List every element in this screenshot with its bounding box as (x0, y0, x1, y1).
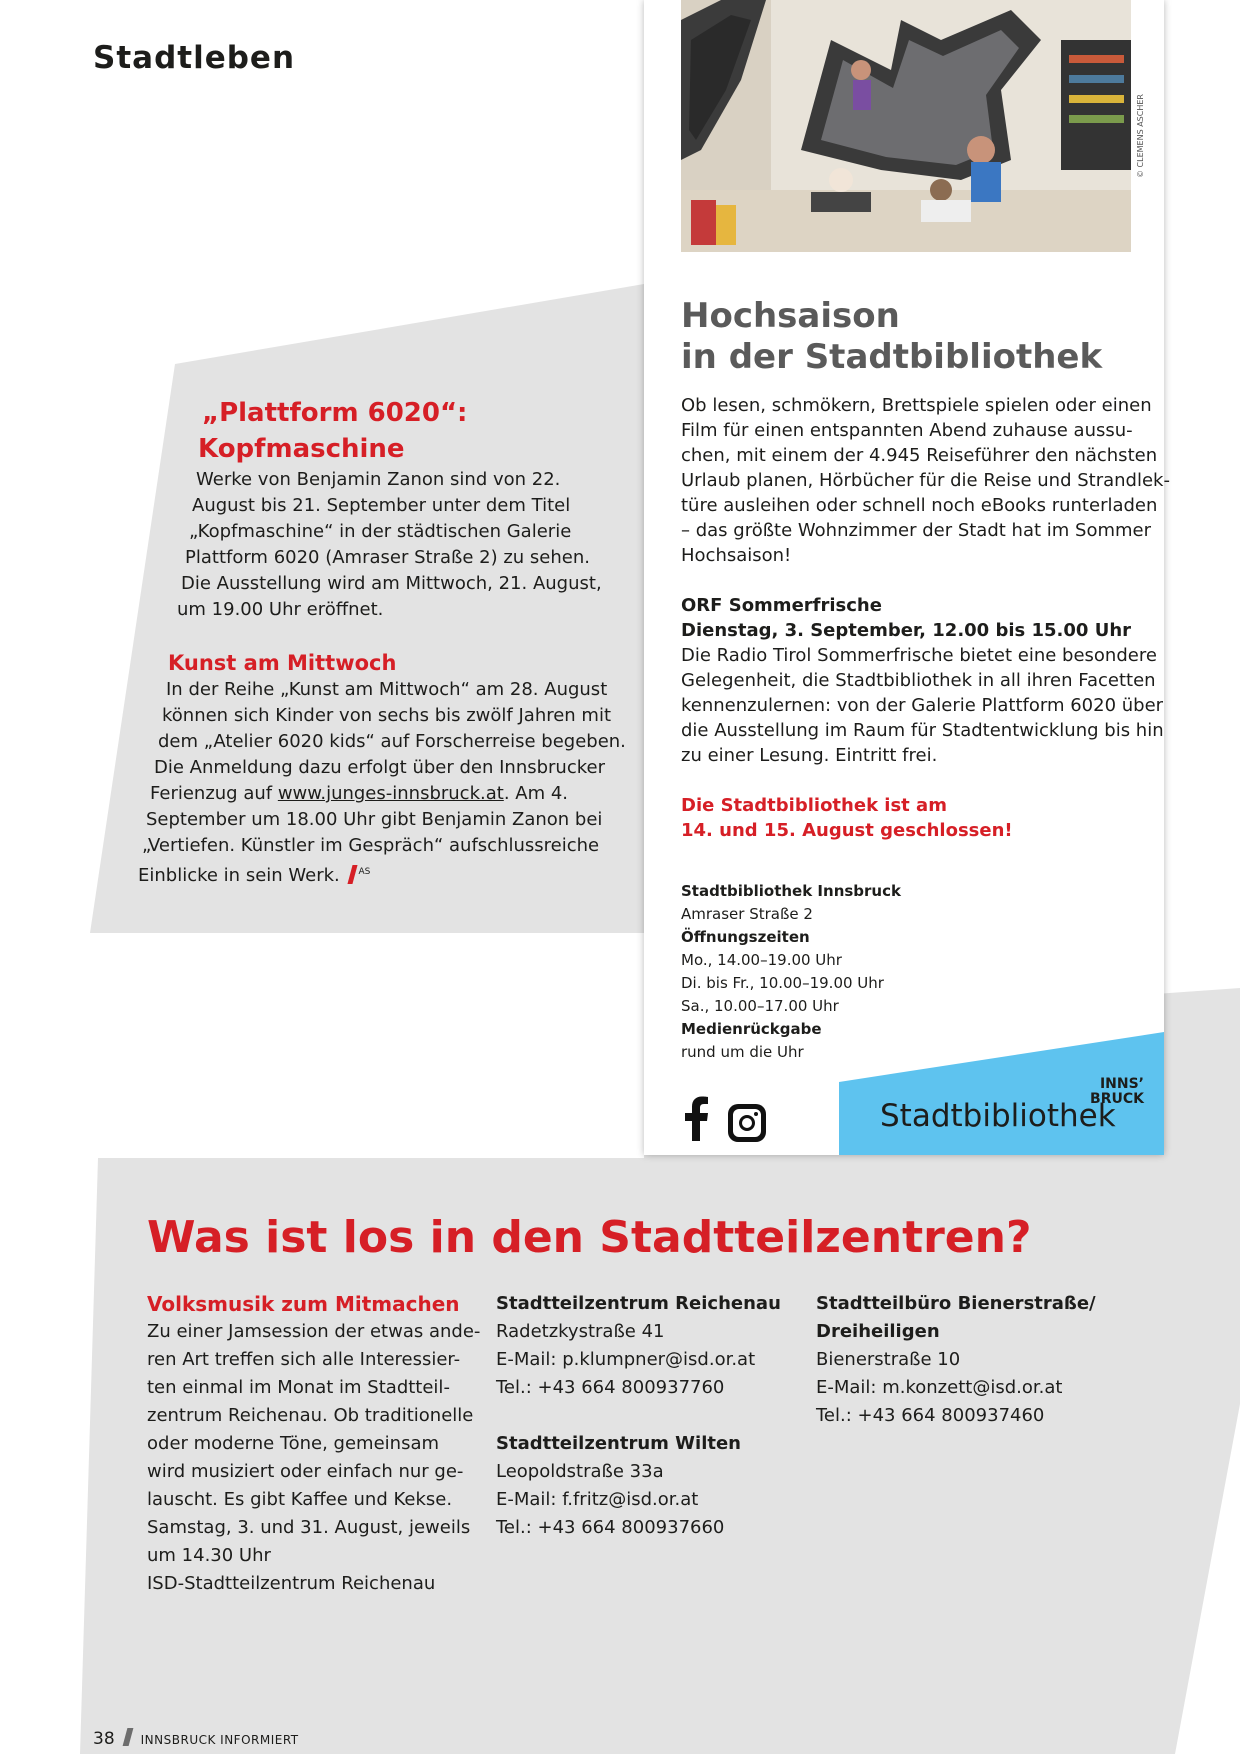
reichenau-title: Stadtteilzentrum Reichenau (496, 1293, 781, 1314)
page-number: 38 (93, 1729, 115, 1749)
photo-credit: © CLEMENS ASCHER (1136, 94, 1145, 178)
instagram-icon[interactable] (726, 1102, 768, 1144)
wilten-email[interactable]: E-Mail: f.fritz@isd.or.at (496, 1489, 699, 1510)
card-body: Ob lesen, schmökern, Brettspiele spielen oder einen Film für einen entspannten Abend zuhause aussu- chen, mit einem der 4.945 Reiseführer den nächsten Urlaub planen, Hörbücher für die Reise und Strandlek- türe ausleihen oder schnell noch eBooks runterladen – das größte Wohnzimmer der Stadt hat im Sommer Hochsaison! ORF Sommerfrische Dienstag, 3. September, 12.00 bis 15.00 Uhr Die Radio Tirol Sommerfrische bietet eine besondere Gelegenheit, die Stadtbibliothek in all ihren Facetten kennenzulernen: von der Galerie Plattform 6020 über die Ausstellung im Raum für Stadtentwicklung bis hin zu einer Lesung. Eintritt frei. Die Stadtbibliothek ist am 14. und 15. August geschlossen! (681, 395, 1170, 841)
reichenau-phone[interactable]: Tel.: +43 664 800937760 (496, 1377, 725, 1398)
banner-text: Stadtbibliothek (880, 1098, 1116, 1134)
kunst-title: Kunst am Mittwoch (168, 651, 397, 675)
magazine-name: INNSBRUCK INFORMIERT (140, 1733, 299, 1747)
page-footer (93, 1728, 299, 1749)
orf-date: Dienstag, 3. September, 12.00 bis 15.00 Uhr (681, 620, 1132, 641)
bienerstrasse-email[interactable]: E-Mail: m.konzett@isd.or.at (816, 1377, 1063, 1398)
wilten-title: Stadtteilzentrum Wilten (496, 1433, 741, 1454)
library-card (644, 0, 1170, 1155)
stadtteilzentren-title: Was ist los in den Stadtteilzentren? (147, 1212, 1032, 1263)
bienerstrasse-title: Stadtteilbüro Bienerstraße/ (816, 1293, 1096, 1314)
kunst-text: In der Reihe „Kunst am Mittwoch“ am 28. August können sich Kinder von sechs bis zwölf Jahren mit dem „Atelier 6020 kids“ auf Forscherreise begeben. Die Anmeldung dazu erfolgt über den Innsbrucker Ferienzug auf www.junges-innsbruck.at. Am 4. September um 18.00 Uhr gibt Benjamin Zanon bei „Vertiefen. Künstler im Gespräch“ aufschlussreiche Einblicke in sein Werk. $^{AS}$ (138, 679, 626, 886)
reichenau-email[interactable]: E-Mail: p.klumpner@isd.or.at (496, 1349, 756, 1370)
bienerstrasse-phone[interactable]: Tel.: +43 664 800937460 (816, 1405, 1045, 1426)
facebook-icon[interactable] (682, 1095, 710, 1141)
section-label: Stadtleben (93, 40, 296, 76)
bienerstrasse-column: Stadtteilbüro Bienerstraße/ Dreiheiligen Bienerstraße 10 E-Mail: m.konzett@isd.or.at Tel.: +43 664 800937460 (816, 1290, 1136, 1430)
author-initials: AS (358, 867, 371, 877)
closed-notice: Die Stadtbibliothek ist am 14. und 15. August geschlossen! (681, 795, 1013, 841)
photo-illustration (681, 0, 1131, 252)
card-title: Hochsaison in der Stadtbibliothek (681, 296, 1103, 377)
junges-innsbruck-link[interactable]: www.junges-innsbruck.at (277, 783, 504, 804)
plattform-title: „Plattform 6020“: Kopfmaschine (198, 398, 468, 464)
volksmusik-title: Volksmusik zum Mitmachen (147, 1292, 460, 1316)
end-mark-icon (347, 865, 357, 884)
volksmusik-column: Volksmusik zum Mitmachen Zu einer Jamsession der etwas ande- ren Art treffen sich alle Interessier- ten einmal im Monat im Stadtteil- zentrum Reichenau. Ob traditionelle oder moderne Töne, gemeinsam wird musiziert oder einfach nur ge- lauscht. Es gibt Kaffee und Kekse. Samstag, 3. und 31. August, jeweils um 14.30 Uhr ISD-Stadtteilzentrum Reichenau (147, 1292, 481, 1594)
plattform-text: Werke von Benjamin Zanon sind von 22. August bis 21. September unter dem Titel „Kopfmaschine“ in der städtischen Galerie Plattform 6020 (Amraser Straße 2) zu sehen. Die Ausstellung wird am Mittwoch, 21. August, um 19.00 Uhr eröffnet. (177, 469, 602, 620)
innsbruck-logo: INNS’ BRUCK (1090, 1076, 1144, 1107)
library-info: Stadtbibliothek Innsbruck Amraser Straße 2 Öffnungszeiten Mo., 14.00–19.00 Uhr Di. bis Fr., 10.00–19.00 Uhr Sa., 10.00–17.00 Uhr Medienrückgabe rund um die Uhr (681, 882, 901, 1061)
library-photo (681, 0, 1131, 252)
contacts-column: Stadtteilzentrum Reichenau Radetzkystraße 41 E-Mail: p.klumpner@isd.or.at Tel.: +43 664 800937760 Stadtteilzentrum Wilten Leopoldstraße 33a E-Mail: f.fritz@isd.or.at Tel.: +43 664 800937660 (496, 1290, 796, 1542)
orf-title: ORF Sommerfrische (681, 595, 882, 616)
wilten-phone[interactable]: Tel.: +43 664 800937660 (496, 1517, 725, 1538)
plattform-article (120, 395, 626, 889)
footer-slash-icon (122, 1728, 133, 1746)
